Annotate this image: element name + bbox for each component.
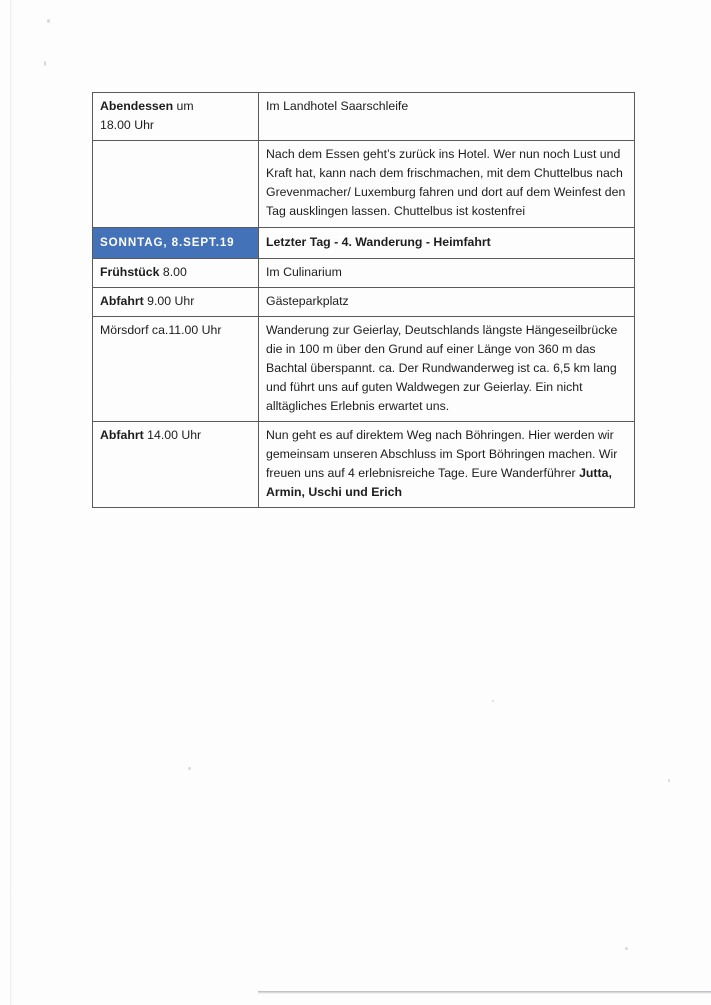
table-row [93,93,635,141]
row-label-cell [93,93,259,141]
guide-names: Jutta, Armin, Uschi und Erich [266,466,612,499]
scan-speck [47,19,50,23]
day-highlight-cell: SONNTAG, 8.SEPT.19 [93,228,259,259]
table-row [93,259,635,288]
row-label-cell [93,317,259,422]
closing-text: Nun geht es auf direktem Weg nach Böhringen. Hier werden wir gemeinsam unseren Abschluss im Sport Böhringen machen. Wir freuen uns auf 4 erlebnisreiche Tage. Eure Wanderführer [266,428,618,480]
table-row [93,422,635,508]
row-label-bold: Frühstück [100,265,160,279]
row-detail-cell: Gästeparkplatz [259,288,635,317]
itinerary-table [92,92,635,508]
row-label-bold: Abfahrt [100,428,144,442]
row-label-cell-empty [93,141,259,228]
scan-speck [44,61,46,66]
row-label-rest: Mörsdorf ca.11.00 Uhr [100,323,222,337]
scan-speck [625,947,628,950]
row-label-line2: 18.00 Uhr [100,118,155,132]
row-label-cell [93,422,259,508]
table-row [93,288,635,317]
table-row [93,141,635,228]
scan-edge-shadow-left [10,0,12,1005]
row-label-bold: Abendessen [100,99,174,113]
row-label-rest: 9.00 Uhr [143,294,195,308]
row-detail-cell: Wanderung zur Geierlay, Deutschlands längste Hängeseilbrücke die in 100 m über den Grund auf einer Länge von 360 m das Bachtal überspannt. ca. Der Rundwanderweg ist ca. 6,5 km lang und führt uns auf guten Waldwegen zur Geierlay. Ein nicht alltägliches Erlebnis erwartet uns. [259,317,635,422]
scan-speck [492,700,494,702]
scan-speck [668,779,670,782]
scan-speck [188,767,191,770]
table-row-day-header [93,228,635,259]
row-label-cell [93,259,259,288]
scan-edge-shadow-bottom [258,991,711,994]
row-detail-cell [259,422,635,508]
day-title-cell: Letzter Tag - 4. Wanderung - Heimfahrt [259,228,635,259]
row-label-bold: Abfahrt [100,294,144,308]
row-label-cell [93,288,259,317]
row-detail-cell: Nach dem Essen geht’s zurück ins Hotel. Wer nun noch Lust und Kraft hat, kann nach dem frischmachen, mit dem Chuttelbus nach Grevenmacher/ Luxemburg fahren und dort auf dem Weinfest den Tag ausklingen lassen. Chuttelbus ist kostenfrei [259,141,635,228]
row-label-rest: 8.00 [159,265,187,279]
table-row [93,317,635,422]
row-label-rest: um [173,99,194,113]
row-detail-cell: Im Culinarium [259,259,635,288]
row-detail-cell: Im Landhotel Saarschleife [259,93,635,141]
row-label-rest: 14.00 Uhr [143,428,202,442]
